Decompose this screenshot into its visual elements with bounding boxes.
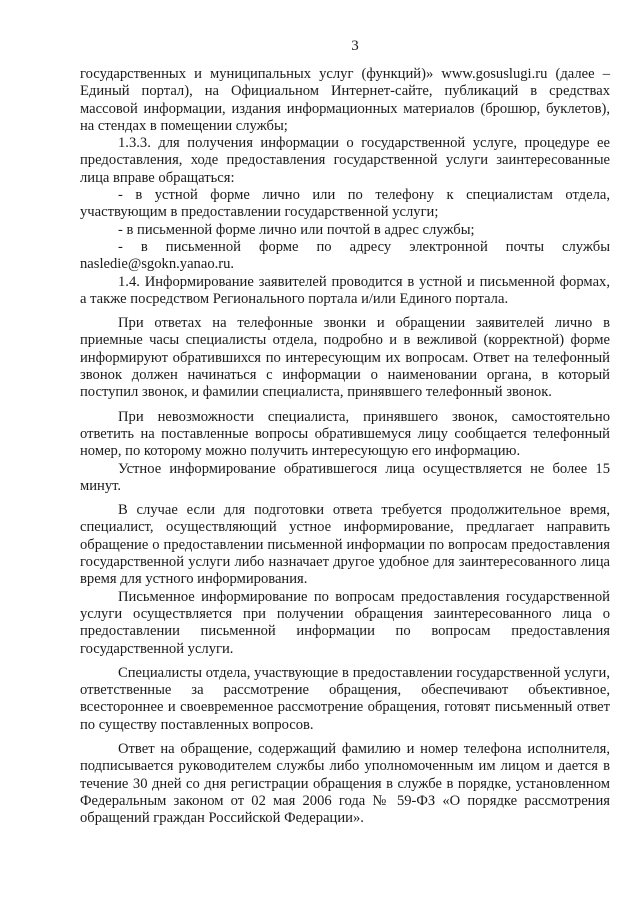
paragraph-oral-duration: Устное информирование обратившегося лица осуществляется не более 15 минут. <box>80 460 610 494</box>
paragraph-response: Ответ на обращение, содержащий фамилию и номер телефона исполнителя, подписывается руководителем службы либо уполномоченным им лицом и дается в течение 30 дней со дня регистрации обращения в службе в порядке, установленном Федеральным законом от 02 мая 2006 года № 59-ФЗ «О порядке рассмотрения обращений граждан Российской Федерации». <box>80 740 610 827</box>
paragraph-long-answer: В случае если для подготовки ответа требуется продолжительное время, специалист, осуществляющий устное информирование, предлагает направить обращение о предоставлении письменной информации по вопросам предоставления государственной услуги либо назначает другое удобное для заинтересованного лица время для устного информирования. <box>80 502 610 588</box>
paragraph-continuation: государственных и муниципальных услуг (функций)» www.gosuslugi.ru (далее – Единый портал), на Официальном Интернет-сайте, публикаций в средствах массовой информации, издания информационных материалов (брошюр, буклетов), на стендах в помещении службы; <box>80 66 610 134</box>
paragraph-specialists: Специалисты отдела, участвующие в предоставлении государственной услуги, ответственные за рассмотрение обращения, обеспечивают объективное, всестороннее и своевременное рассмотрение обращения, готовят письменный ответ по существу поставленных вопросов. <box>80 664 610 733</box>
list-item-oral: - в устной форме лично или по телефону к специалистам отдела, участвующим в предоставлении государственной услуги; <box>80 187 610 221</box>
paragraph-phone-answers: При ответах на телефонные звонки и обращении заявителей лично в приемные часы специалисты отдела, подробно и в вежливой (корректной) форме информируют обратившихся по интересующим их вопросам. Ответ на телефонный звонок должен начинаться с информации о наименовании органа, в который поступил звонок, и фамилии специалиста, принявшего телефонный звонок. <box>80 315 610 401</box>
paragraph-written-info: Письменное информирование по вопросам предоставления государственной услуги осуществляется при получении обращения заинтересованного лица о предоставлении письменной информации по вопросам предоставления государственной услуги. <box>80 588 610 657</box>
list-item-email: - в письменной форме по адресу электронной почты службы nasledie@sgokn.yanao.ru. <box>80 238 610 273</box>
paragraph-impossibility: При невозможности специалиста, принявшего звонок, самостоятельно ответить на поставленные вопросы обратившемуся лицу сообщается телефонный номер, по которому можно получить интересующую его информацию. <box>80 408 610 460</box>
page-number: 3 <box>351 38 359 54</box>
document-body <box>80 66 610 827</box>
paragraph-1-3-3: 1.3.3. для получения информации о государственной услуге, процедуре ее предоставления, ходе предоставления государственной услуги заинтересованные лица вправе обращаться: <box>80 135 610 186</box>
list-item-written-mail: - в письменной форме лично или почтой в адрес службы; <box>118 221 475 238</box>
paragraph-1-4: 1.4. Информирование заявителей проводится в устной и письменной формах, а также посредством Регионального портала и/или Единого портала. <box>80 273 610 307</box>
